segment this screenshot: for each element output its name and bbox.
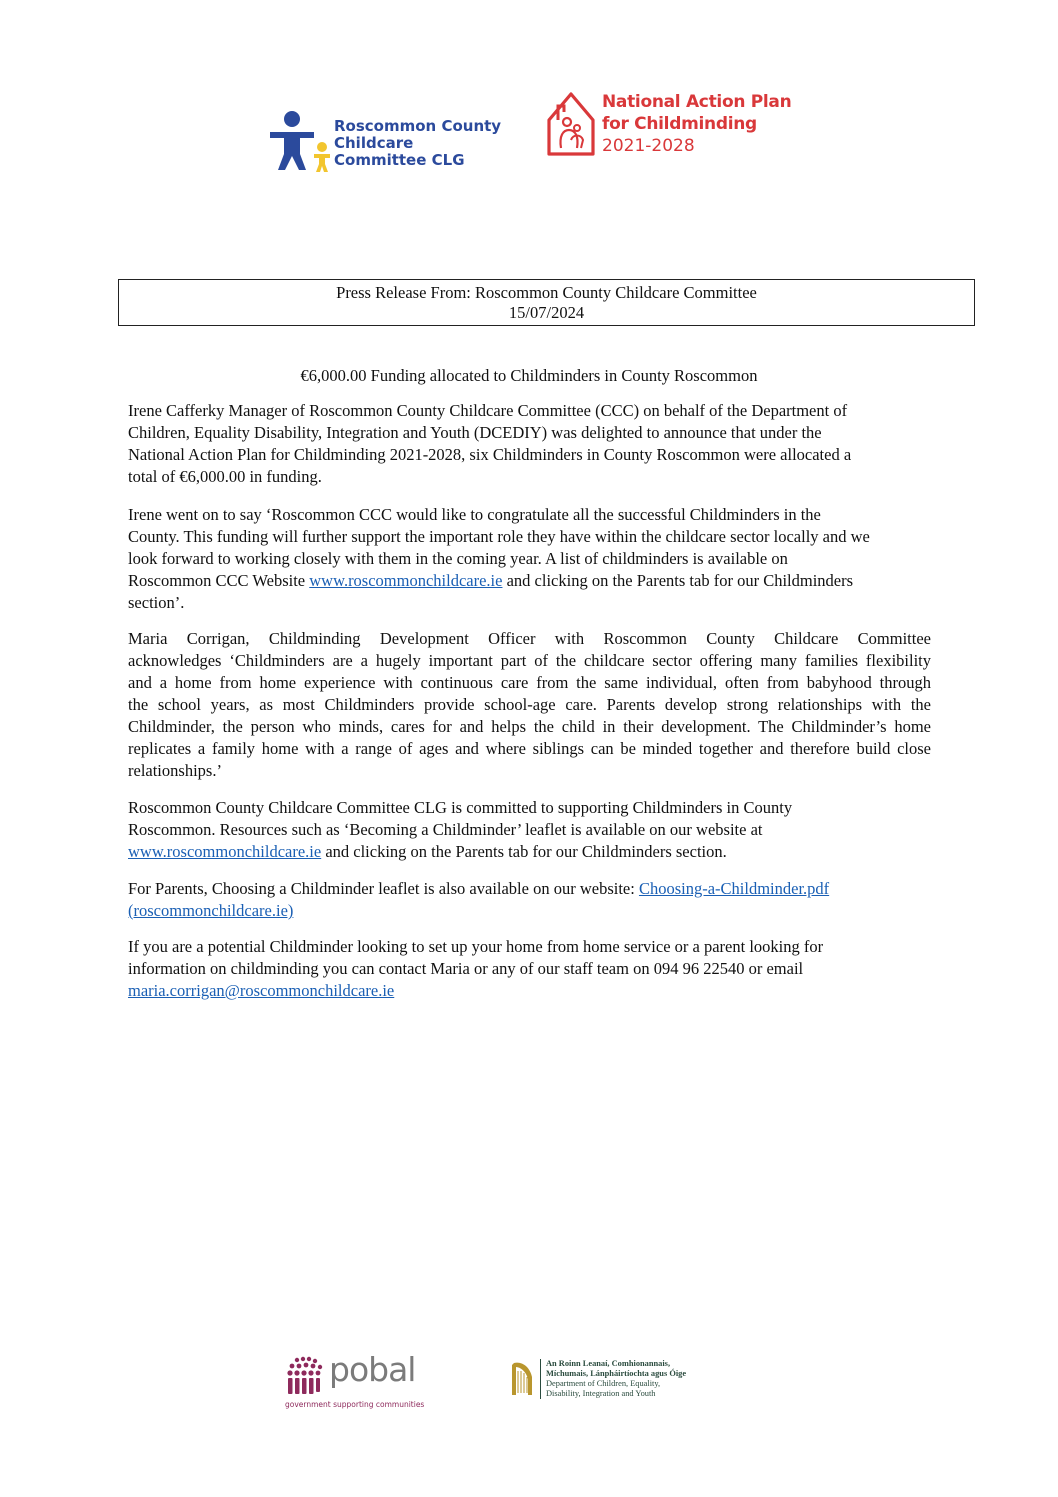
pobal-wordmark: pobal [329, 1350, 416, 1389]
dcediy-logo [508, 1357, 708, 1403]
paragraph-line [128, 980, 931, 1002]
text-segment: For Parents, Choosing a Childminder leaflet is also available on our website: [128, 879, 639, 898]
email-link[interactable]: maria.corrigan@roscommonchildcare.ie [128, 981, 395, 1000]
paragraph-line: If you are a potential Childminder looking to set up your home from home service or a parent looking for [128, 937, 824, 956]
text-segment: Roscommon CCC Website [128, 571, 310, 590]
paragraph-line: Maria Corrigan, Childminding Development Officer with Roscommon County Childcare Committee [128, 629, 931, 648]
paragraph-line: look forward to working closely with them in the coming year. A list of childminders is available on [128, 549, 788, 568]
press-release-box [118, 279, 975, 326]
paragraph-line: Irene Cafferky Manager of Roscommon County Childcare Committee (CCC) on behalf of the Department of [128, 401, 848, 420]
paragraph-3 [128, 628, 931, 782]
paragraph-line: section’. [128, 593, 185, 612]
paragraph-1 [128, 400, 931, 488]
pobal-logo [285, 1350, 425, 1412]
napc-line-2: for Childminding [602, 114, 757, 134]
paragraph-line: relationships.’ [128, 761, 222, 780]
dept-line-3: Department of Children, Equality, [546, 1379, 661, 1388]
paragraph-line [128, 878, 931, 900]
logo-divider [540, 1359, 541, 1399]
napc-line-1: National Action Plan [602, 92, 792, 112]
paragraph-line: total of €6,000.00 in funding. [128, 467, 322, 486]
paragraph-2 [128, 504, 931, 614]
rccc-logo [268, 110, 528, 176]
rccc-line-2: Childcare [334, 134, 414, 152]
text-segment: and clicking on the Parents tab for our Childminders section. [321, 842, 727, 861]
paragraph-5 [128, 878, 931, 922]
paragraph-line: Roscommon. Resources such as ‘Becoming a Childminder’ leaflet is available on our website at [128, 820, 763, 839]
paragraph-line: Children, Equality Disability, Integration and Youth (DCEDIY) was delighted to announce that under the [128, 423, 822, 442]
website-link[interactable]: www.roscommonchildcare.ie [309, 571, 503, 590]
paragraph-line: Childminder, the person who minds, cares for and helps the child in their development. The Childminder’s home [128, 717, 931, 736]
paragraph-line: County. This funding will further support the important role they have within the childcare sector locally and we [128, 527, 870, 546]
paragraph-line [128, 570, 931, 592]
dept-line-4: Disability, Integration and Youth [546, 1389, 656, 1398]
paragraph-4 [128, 797, 931, 863]
house-family-icon [545, 90, 597, 158]
paragraph-line: replicates a family home with a range of ages and where siblings can be minded together and therefore build close [128, 739, 931, 758]
paragraph-line [128, 841, 931, 863]
harp-icon [508, 1359, 538, 1401]
rccc-line-1: Roscommon County [334, 117, 502, 135]
pdf-link[interactable]: Choosing-a-Childminder.pdf [638, 879, 830, 898]
napc-logo [545, 90, 792, 160]
paragraph-line: acknowledges ‘Childminders are a hugely important part of the childcare sector offering many families flexibility [128, 651, 931, 670]
paragraph-line: and a home from home experience with continuous care from the same individual, often from babyhood through [128, 673, 931, 692]
rccc-line-3: Committee CLG [334, 151, 465, 169]
pobal-tagline: government supporting communities [285, 1400, 425, 1409]
pdf-link-domain[interactable]: (roscommonchildcare.ie) [128, 901, 294, 920]
paragraph-line: the school years, as most Childminders provide school-age care. Parents develop strong relationships with the [128, 695, 931, 714]
press-release-from: Press Release From: Roscommon County Childcare Committee [336, 283, 757, 302]
paragraph-line: National Action Plan for Childminding 2021-2028, six Childminders in County Roscommon were allocated a [128, 445, 852, 464]
text-segment: and clicking on the Parents tab for our Childminders [502, 571, 854, 590]
paragraph-line [128, 900, 931, 922]
dept-line-1: An Roinn Leanaí, Comhionannais, [546, 1359, 671, 1368]
paragraph-line: Roscommon County Childcare Committee CLG is committed to supporting Childminders in County [128, 798, 793, 817]
pobal-dots-icon [285, 1356, 327, 1396]
headline: €6,000.00 Funding allocated to Childminders in County Roscommon [300, 366, 758, 385]
website-link[interactable]: www.roscommonchildcare.ie [128, 842, 322, 861]
paragraph-line: information on childminding you can contact Maria or any of our staff team on 094 96 22540 or email [128, 959, 804, 978]
dept-line-2: Míchumais, Lánpháirtíochta agus Óige [546, 1369, 687, 1378]
napc-line-3: 2021-2028 [602, 136, 695, 156]
paragraph-6 [128, 936, 931, 1002]
rccc-figures-icon [268, 110, 334, 176]
press-release-date: 15/07/2024 [508, 303, 585, 322]
paragraph-line: Irene went on to say ‘Roscommon CCC would like to congratulate all the successful Childminders in the [128, 505, 821, 524]
